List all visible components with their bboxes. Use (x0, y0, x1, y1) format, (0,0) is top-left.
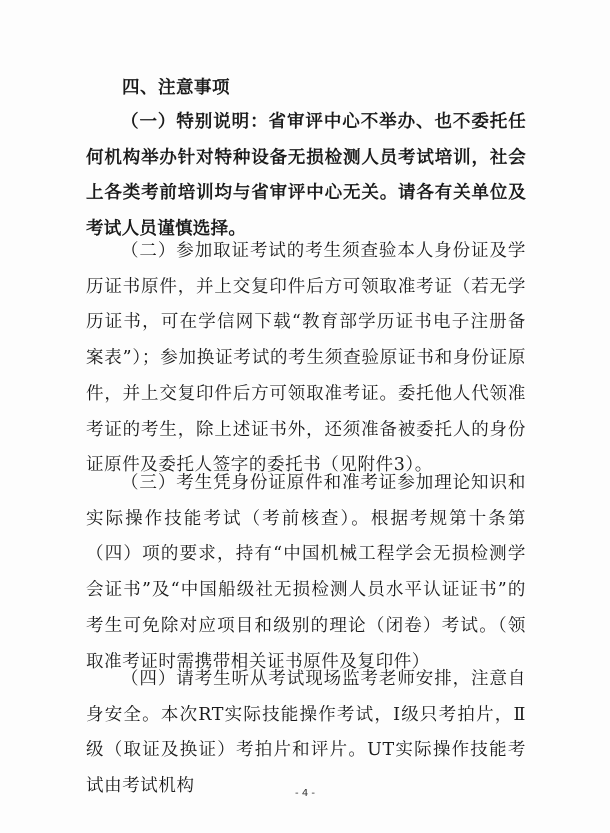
page-number: - 4 - (295, 788, 315, 799)
paragraph-id-verification: （二）参加取证考试的考生须查验本人身份证及学历证书原件，并上交复印件后方可领取准考证（若无学历证书，可在学信网下载“教育部学历证书电子注册备案表”）；参加换证考试的考生须查验原证书和身份证原件，并上交复印件后方可领取准考证。委托他人代领准考证的考生，除上述证书外，还须准备被委托人的身份证原件及委托人签字的委托书（见附件3）。 (86, 241, 526, 476)
paragraph-exam-safety: （四）请考生听从考试现场监考老师安排，注意自身安全。本次RT实际技能操作考试，Ⅰ级只考拍片，Ⅱ级（取证及换证）考拍片和评片。UT实际操作技能考试由考试机构 (86, 669, 526, 797)
paragraph-exam-requirements: （三）考生凭身份证原件和准考证参加理论知识和实际操作技能考试（考前核查）。根据考规第十条第（四）项的要求，持有“中国机械工程学会无损检测学会证书”及“中国船级社无损检测人员水平认证证书”的考生可免除对应项目和级别的理论（闭卷）考试。（领取准考证时需携带相关证书原件及复印件） (86, 473, 526, 672)
paragraph-special-notice: （一）特别说明：省审评中心不举办、也不委托任何机构举办针对特种设备无损检测人员考试培训，社会上各类考前培训均与省审评中心无关。请各有关单位及考试人员谨慎选择。 (86, 112, 526, 240)
section-heading: 四、注意事项 (122, 78, 230, 98)
